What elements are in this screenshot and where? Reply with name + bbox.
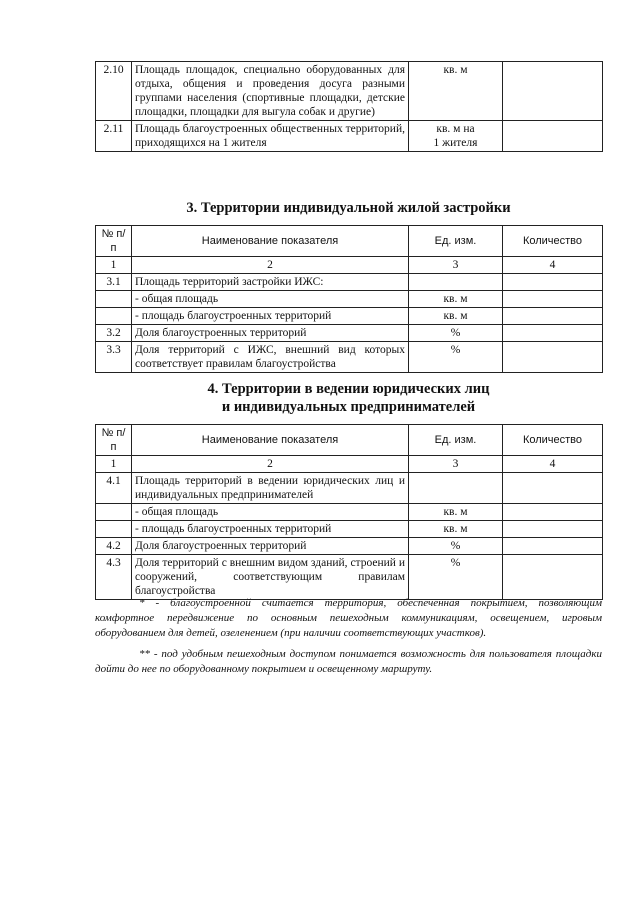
footnote-1: * - благоустроенной считается территория, обеспеченная покрытием, позволяющим комфортное передвижение по основным пешеходным коммуникациям, освещением, игровым оборудованием для детей, озеленением (при наличии соответствующих участков). (95, 597, 602, 639)
col-num: 3 (409, 456, 503, 473)
indicator-name: Площадь благоустроенных общественных территорий, приходящихся на 1 жителя (132, 121, 409, 152)
header-qty: Количество (503, 425, 603, 456)
row-number: 2.11 (96, 121, 132, 152)
table-row (96, 521, 603, 538)
indicator-name: - общая площадь (132, 504, 409, 521)
unit: % (409, 538, 503, 555)
table-row (96, 291, 603, 308)
row-number (96, 308, 132, 325)
section-3-title: 3. Территории индивидуальной жилой застройки (186, 200, 511, 216)
quantity-cell (503, 538, 603, 555)
indicator-name: - общая площадь (132, 291, 409, 308)
header-num: № п/п (96, 425, 132, 456)
table-row (96, 555, 603, 600)
indicator-name: - площадь благоустроенных территорий (132, 308, 409, 325)
unit: кв. м (409, 291, 503, 308)
unit (409, 473, 503, 504)
section-4-title (95, 380, 602, 416)
unit: кв. м (409, 504, 503, 521)
table-row (96, 274, 603, 291)
header-row (96, 425, 603, 456)
footnote-2: ** - под удобным пешеходным доступом понимается возможность для пользователя площадки дойти до нее по оборудованному покрытием и освещенному маршруту. (95, 648, 602, 675)
quantity-cell (503, 504, 603, 521)
indicator-name: Площадь площадок, специально оборудованных для отдыха, общения и проведения досуга разными группами населения (спортивные площадки, детские площадки, площадки для выгула собак и другие) (132, 62, 409, 121)
unit: кв. м (409, 62, 503, 121)
header-unit: Ед. изм. (409, 226, 503, 257)
header-qty: Количество (503, 226, 603, 257)
row-number: 4.2 (96, 538, 132, 555)
unit-line: 1 жителя (433, 137, 478, 149)
col-num: 4 (503, 257, 603, 274)
quantity-cell (503, 555, 603, 600)
indicator-name: Доля благоустроенных территорий (132, 538, 409, 555)
indicator-name: Доля благоустроенных территорий (132, 325, 409, 342)
table-row (96, 342, 603, 373)
indicator-name: Площадь территорий в ведении юридических лиц и индивидуальных предпринимателей (132, 473, 409, 504)
col-num: 2 (132, 456, 409, 473)
unit: % (409, 325, 503, 342)
quantity-cell (503, 521, 603, 538)
row-number: 3.2 (96, 325, 132, 342)
table-row (96, 538, 603, 555)
quantity-cell (503, 473, 603, 504)
unit (409, 274, 503, 291)
row-number: 3.3 (96, 342, 132, 373)
table-row (96, 473, 603, 504)
section-4-table (95, 424, 603, 600)
header-name: Наименование показателя (132, 226, 409, 257)
footnotes (95, 596, 602, 677)
header-num: № п/п (96, 226, 132, 257)
unit: % (409, 342, 503, 373)
indicator-name: Площадь территорий застройки ИЖС: (132, 274, 409, 291)
column-number-row (96, 257, 603, 274)
row-number: 4.1 (96, 473, 132, 504)
header-name: Наименование показателя (132, 425, 409, 456)
continuation-table (95, 61, 603, 152)
row-number: 2.10 (96, 62, 132, 121)
row-number: 4.3 (96, 555, 132, 600)
row-number (96, 521, 132, 538)
row-number (96, 504, 132, 521)
indicator-name: - площадь благоустроенных территорий (132, 521, 409, 538)
section-3-table (95, 225, 603, 373)
quantity-cell (503, 291, 603, 308)
table-row (96, 121, 603, 152)
table-row (96, 62, 603, 121)
quantity-cell (503, 342, 603, 373)
row-number: 3.1 (96, 274, 132, 291)
col-num: 1 (96, 456, 132, 473)
table-row (96, 504, 603, 521)
col-num: 4 (503, 456, 603, 473)
unit-line: кв. м на (436, 123, 475, 135)
header-unit: Ед. изм. (409, 425, 503, 456)
unit: % (409, 555, 503, 600)
section-4-title-line: 4. Территории в ведении юридических лиц (207, 381, 490, 397)
col-num: 3 (409, 257, 503, 274)
quantity-cell (503, 274, 603, 291)
indicator-name: Доля территорий с внешним видом зданий, строений и сооружений, соответствующим правилам благоустройства (132, 555, 409, 600)
unit: кв. м (409, 308, 503, 325)
column-number-row (96, 456, 603, 473)
col-num: 1 (96, 257, 132, 274)
quantity-cell (503, 121, 603, 152)
section-4-title-line: и индивидуальных предпринимателей (221, 399, 476, 415)
header-row (96, 226, 603, 257)
table-row (96, 325, 603, 342)
quantity-cell (503, 62, 603, 121)
row-number (96, 291, 132, 308)
indicator-name: Доля территорий с ИЖС, внешний вид которых соответствует правилам благоустройства (132, 342, 409, 373)
unit (409, 121, 503, 152)
unit: кв. м (409, 521, 503, 538)
quantity-cell (503, 308, 603, 325)
col-num: 2 (132, 257, 409, 274)
quantity-cell (503, 325, 603, 342)
table-row (96, 308, 603, 325)
